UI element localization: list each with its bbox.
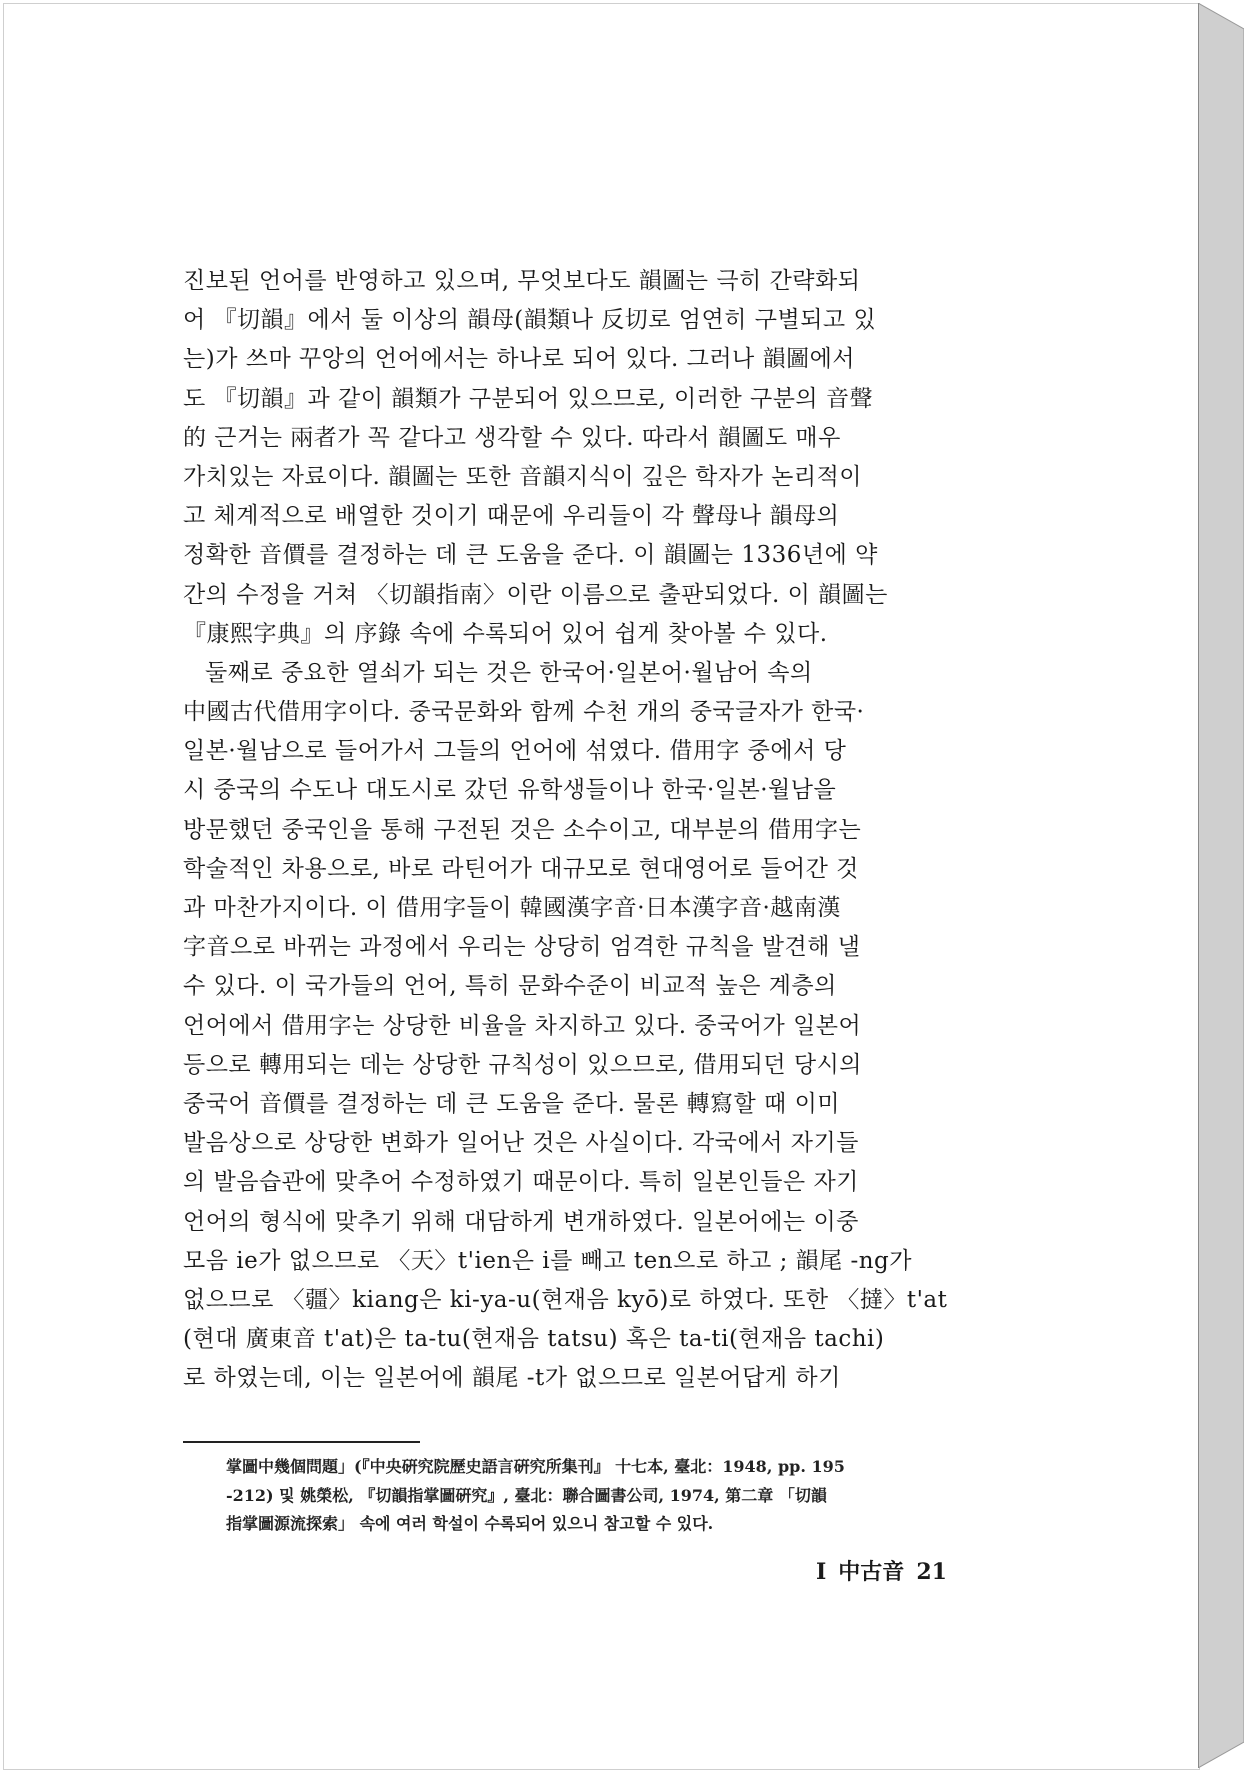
text-line: 는)가 쓰마 꾸앙의 언어에서는 하나로 되어 있다. 그러나 韻圖에서 bbox=[183, 346, 856, 373]
footnote-line: 掌圖中幾個問題」(『中央硏究院歷史語言硏究所集刊』 十七本, 臺北：1948, pp. 195 bbox=[226, 1457, 845, 1476]
chapter-title: 中古音 bbox=[838, 1559, 905, 1585]
text-line: (현대 廣東音 t'at)은 ta-tu(현재음 tatsu) 혹은 ta-ti(현재음 tachi) bbox=[183, 1326, 885, 1353]
footnote bbox=[226, 1453, 996, 1539]
text-line: 발음상으로 상당한 변화가 일어난 것은 사실이다. 각국에서 자기들 bbox=[183, 1130, 859, 1157]
footnote-divider bbox=[183, 1441, 420, 1443]
text-line: 과 마찬가지이다. 이 借用字들이 韓國漢字音·日本漢字音·越南漢 bbox=[183, 895, 841, 921]
text-line: 中國古代借用字이다. 중국문화와 함께 수천 개의 중국글자가 한국· bbox=[183, 699, 865, 726]
text-line: 가치있는 자료이다. 韻圖는 또한 音韻지식이 깊은 학자가 논리적이 bbox=[183, 463, 863, 490]
page-number: 21 bbox=[916, 1559, 947, 1585]
text-line: 的 근거는 兩者가 꼭 같다고 생각할 수 있다. 따라서 韻圖도 매우 bbox=[183, 424, 841, 451]
text-line: 방문했던 중국인을 통해 구전된 것은 소수이고, 대부분의 借用字는 bbox=[183, 816, 862, 843]
footnote-line: 指掌圖源流探索」 속에 여러 학설이 수록되어 있으니 참고할 수 있다. bbox=[226, 1514, 714, 1533]
text-line: 의 발음습관에 맞추어 수정하였기 때문이다. 특히 일본인들은 자기 bbox=[183, 1169, 859, 1196]
footnote-line: -212) 및 姚榮松, 『切韻指掌圖硏究』, 臺北：聯合圖書公司, 1974, 第二章 「切韻 bbox=[226, 1485, 827, 1505]
section-number: I bbox=[816, 1559, 827, 1585]
text-line: 중국어 音價를 결정하는 데 큰 도움을 준다. 물론 轉寫할 때 이미 bbox=[183, 1090, 840, 1117]
running-footer bbox=[816, 1555, 959, 1586]
text-line: 시 중국의 수도나 대도시로 갔던 유학생들이나 한국·일본·월남을 bbox=[183, 777, 837, 804]
text-line: 字音으로 바뀌는 과정에서 우리는 상당히 엄격한 규칙을 발견해 낼 bbox=[183, 934, 861, 961]
text-line: 『康熙字典』의 序錄 속에 수록되어 있어 쉽게 찾아볼 수 있다. bbox=[183, 620, 828, 647]
text-line: 간의 수정을 거쳐 〈切韻指南〉이란 이름으로 출판되었다. 이 韻圖는 bbox=[183, 581, 888, 608]
text-line: 등으로 轉用되는 데는 상당한 규칙성이 있으므로, 借用되던 당시의 bbox=[183, 1051, 863, 1078]
text-line: 정확한 音價를 결정하는 데 큰 도움을 준다. 이 韻圖는 1336년에 약 bbox=[183, 542, 878, 569]
text-line: 일본·월남으로 들어가서 그들의 언어에 섞였다. 借用字 중에서 당 bbox=[183, 738, 847, 765]
page-stack-edge bbox=[1198, 3, 1244, 1768]
text-line: 어 『切韻』에서 둘 이상의 韻母(韻類나 反切로 엄연히 구별되고 있 bbox=[183, 307, 877, 334]
text-line: 로 하였는데, 이는 일본어에 韻尾 -t가 없으므로 일본어답게 하기 bbox=[183, 1365, 841, 1392]
text-line: 언어의 형식에 맞추기 위해 대담하게 변개하였다. 일본어에는 이중 bbox=[183, 1208, 859, 1235]
text-line: 없으므로 〈疆〉kiang은 ki-ya-u(현재음 kyō)로 하였다. 또한 〈撻〉t'at bbox=[183, 1286, 948, 1313]
text-line: 모음 ie가 없으므로 〈天〉t'ien은 i를 빼고 ten으로 하고 ; 韻尾 -ng가 bbox=[183, 1247, 912, 1274]
text-line: 언어에서 借用字는 상당한 비율을 차지하고 있다. 중국어가 일본어 bbox=[183, 1012, 862, 1039]
body-text bbox=[183, 262, 995, 1398]
text-line: 진보된 언어를 반영하고 있으며, 무엇보다도 韻圖는 극히 간략화되 bbox=[183, 268, 861, 294]
text-line: 수 있다. 이 국가들의 언어, 특히 문화수준이 비교적 높은 계층의 bbox=[183, 973, 837, 1000]
paragraph-start-line: 둘째로 중요한 열쇠가 되는 것은 한국어·일본어·월남어 속의 bbox=[205, 659, 813, 686]
text-line: 고 체계적으로 배열한 것이기 때문에 우리들이 각 聲母나 韻母의 bbox=[183, 503, 840, 530]
text-line: 학술적인 차용으로, 바로 라틴어가 대규모로 현대영어로 들어간 것 bbox=[183, 855, 859, 882]
text-line: 도 『切韻』과 같이 韻類가 구분되어 있으므로, 이러한 구분의 音聲 bbox=[183, 385, 873, 412]
